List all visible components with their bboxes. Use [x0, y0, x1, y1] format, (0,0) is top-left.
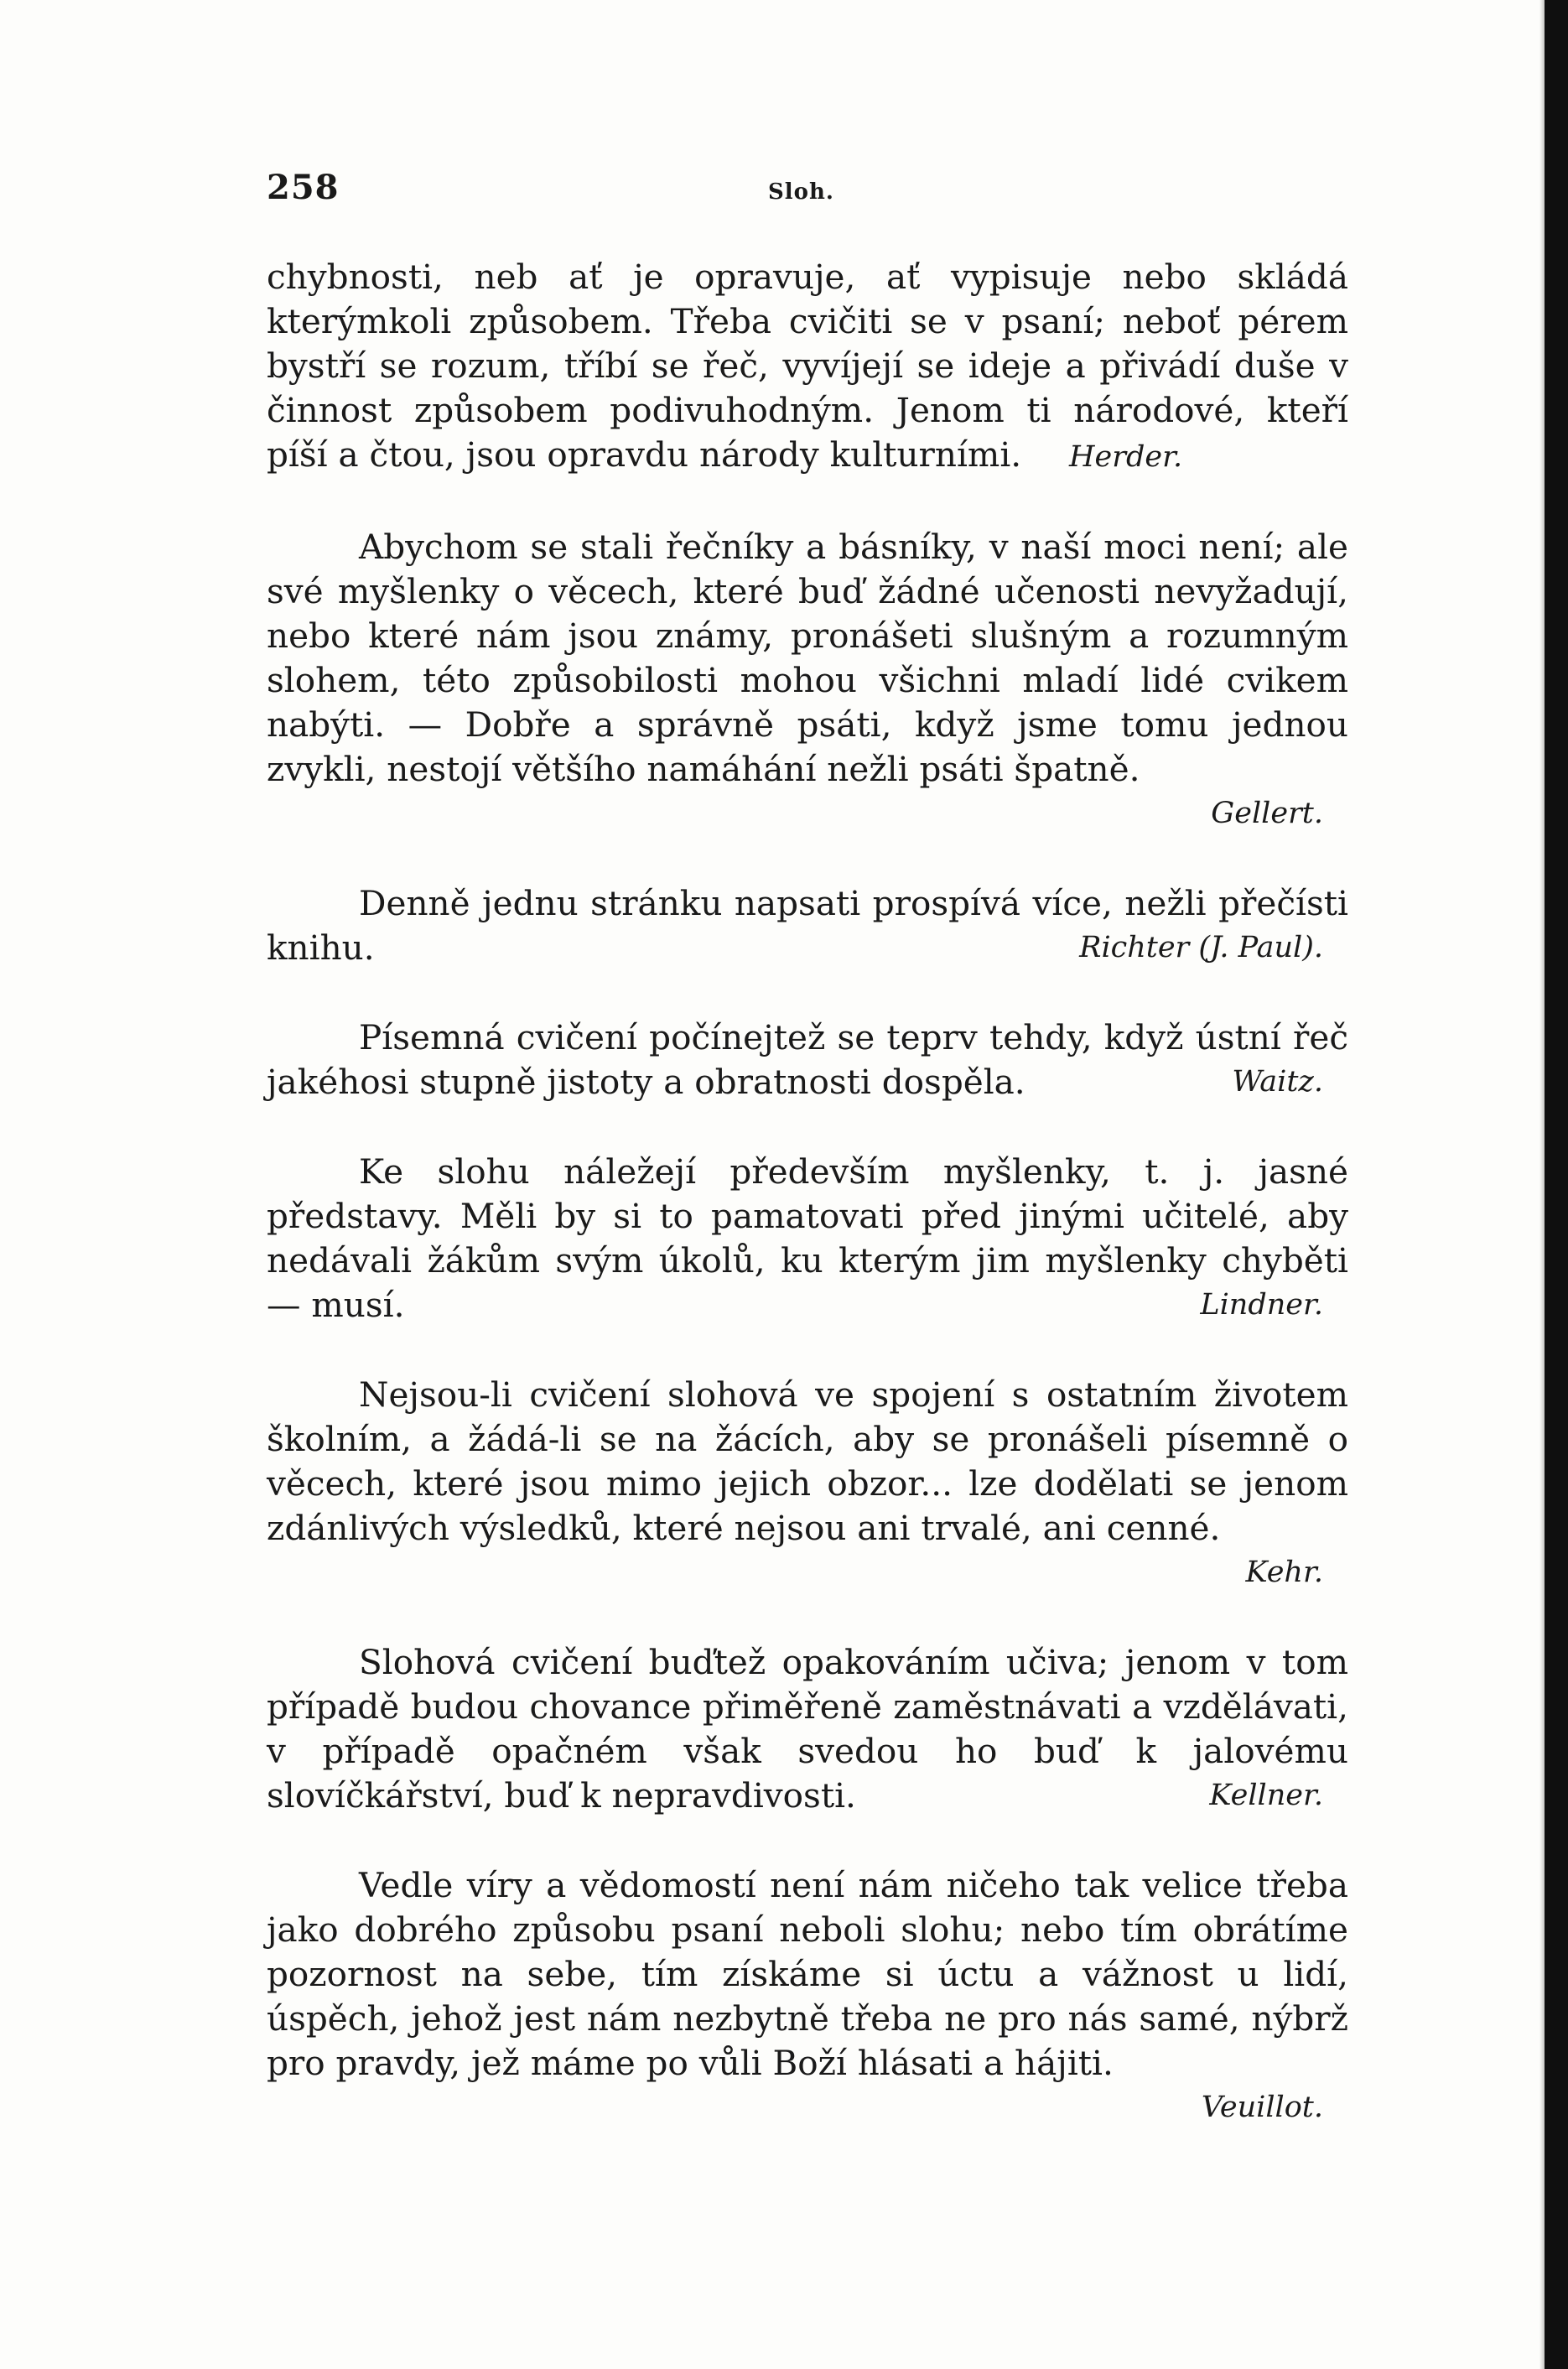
- quote-paragraph-8: [267, 1863, 1348, 2124]
- scan-border: [1545, 0, 1568, 2369]
- page-number: 258: [267, 168, 340, 207]
- book-page: [267, 0, 1348, 2369]
- quote-paragraph-4: [267, 1016, 1348, 1104]
- quote-text: Denně jednu stránku napsati prospívá více, nežli přečísti knihu.: [267, 883, 1348, 968]
- quote-author: Waitz.: [1232, 1065, 1323, 1099]
- quote-paragraph-7: [267, 1640, 1348, 1818]
- running-head: Sloh.: [768, 179, 834, 205]
- quote-text: Ke slohu náležejí především myšlenky, t. j. jasné představy. Měli by si to pamatovati před jinými učitelé, aby nedávali žákům svým úkolů, ku kterým jim myšlenky chyběti — musí.: [267, 1151, 1348, 1325]
- quote-text: Vedle víry a vědomostí není nám ničeho tak velice třeba jako dobrého způsobu psaní neboli slohu; nebo tím obrátíme pozornost na sebe, tím získáme si úctu a vážnost u lidí, úspěch, jehož jest nám nezbytně třeba ne pro nás samé, nýbrž pro pravdy, jež máme po vůli Boží hlásati a hájiti.: [267, 1865, 1348, 2083]
- quote-author: Veuillot.: [1201, 2091, 1323, 2124]
- quote-text: Nejsou-li cvičení slohová ve spojení s ostatním životem školním, a žádá-li se na žácích, aby se pronášeli písemně o věcech, které jsou mimo jejich obzor... lze dodělati se jenom zdánlivých výsledků, které nejsou ani trvalé, ani cenné.: [267, 1374, 1348, 1548]
- quote-paragraph-6: [267, 1373, 1348, 1595]
- quote-author: Gellert.: [1211, 797, 1323, 830]
- quote-author: Richter (J. Paul).: [1079, 931, 1323, 964]
- quote-text: Abychom se stali řečníky a básníky, v naší moci není; ale své myšlenky o věcech, které buď žádné učenosti nevyžadují, nebo které nám jsou známy, pronášeti slušným a rozumným slohem, této způsobilosti mohou všichni mladí lidé cvikem nabýti. — Dobře a správně psáti, když jsme tomu jednou zvykli, nestojí většího namáhání nežli psáti špatně.: [267, 527, 1348, 789]
- quote-text: chybnosti, neb ať je opravuje, ať vypisuje nebo skládá kterýmkoli způsobem. Třeba cvičiti se v psaní; neboť pérem bystří se rozum, tříbí se řeč, vyvíjejí se ideje a přivádí duše v činnost způsobem podivuhodným. Jenom ti národové, kteří píší a čtou, jsou opravdu národy kulturními.: [267, 257, 1348, 475]
- quote-paragraph-1: [267, 255, 1348, 480]
- quote-paragraph-3: [267, 881, 1348, 970]
- quote-text: Slohová cvičení buďtež opakováním učiva; jenom v tom případě budou chovance přiměřeně zaměstnávati a vzdělávati, v případě opačném však svedou ho buď k jalovému slovíčkářství, buď k nepravdivosti.: [267, 1642, 1348, 1816]
- quote-paragraph-2: [267, 525, 1348, 836]
- quote-author: Kellner.: [1209, 1779, 1323, 1812]
- quote-author: Lindner.: [1200, 1288, 1323, 1322]
- quote-author: Herder.: [1069, 440, 1183, 474]
- quote-paragraph-5: [267, 1150, 1348, 1327]
- quote-text: Písemná cvičení počínejtež se teprv tehdy, když ústní řeč jakéhosi stupně jistoty a obratnosti dospěla.: [267, 1017, 1348, 1102]
- page-body: [267, 255, 1348, 2130]
- page-header: [267, 168, 1348, 218]
- quote-author: Kehr.: [1245, 1556, 1323, 1589]
